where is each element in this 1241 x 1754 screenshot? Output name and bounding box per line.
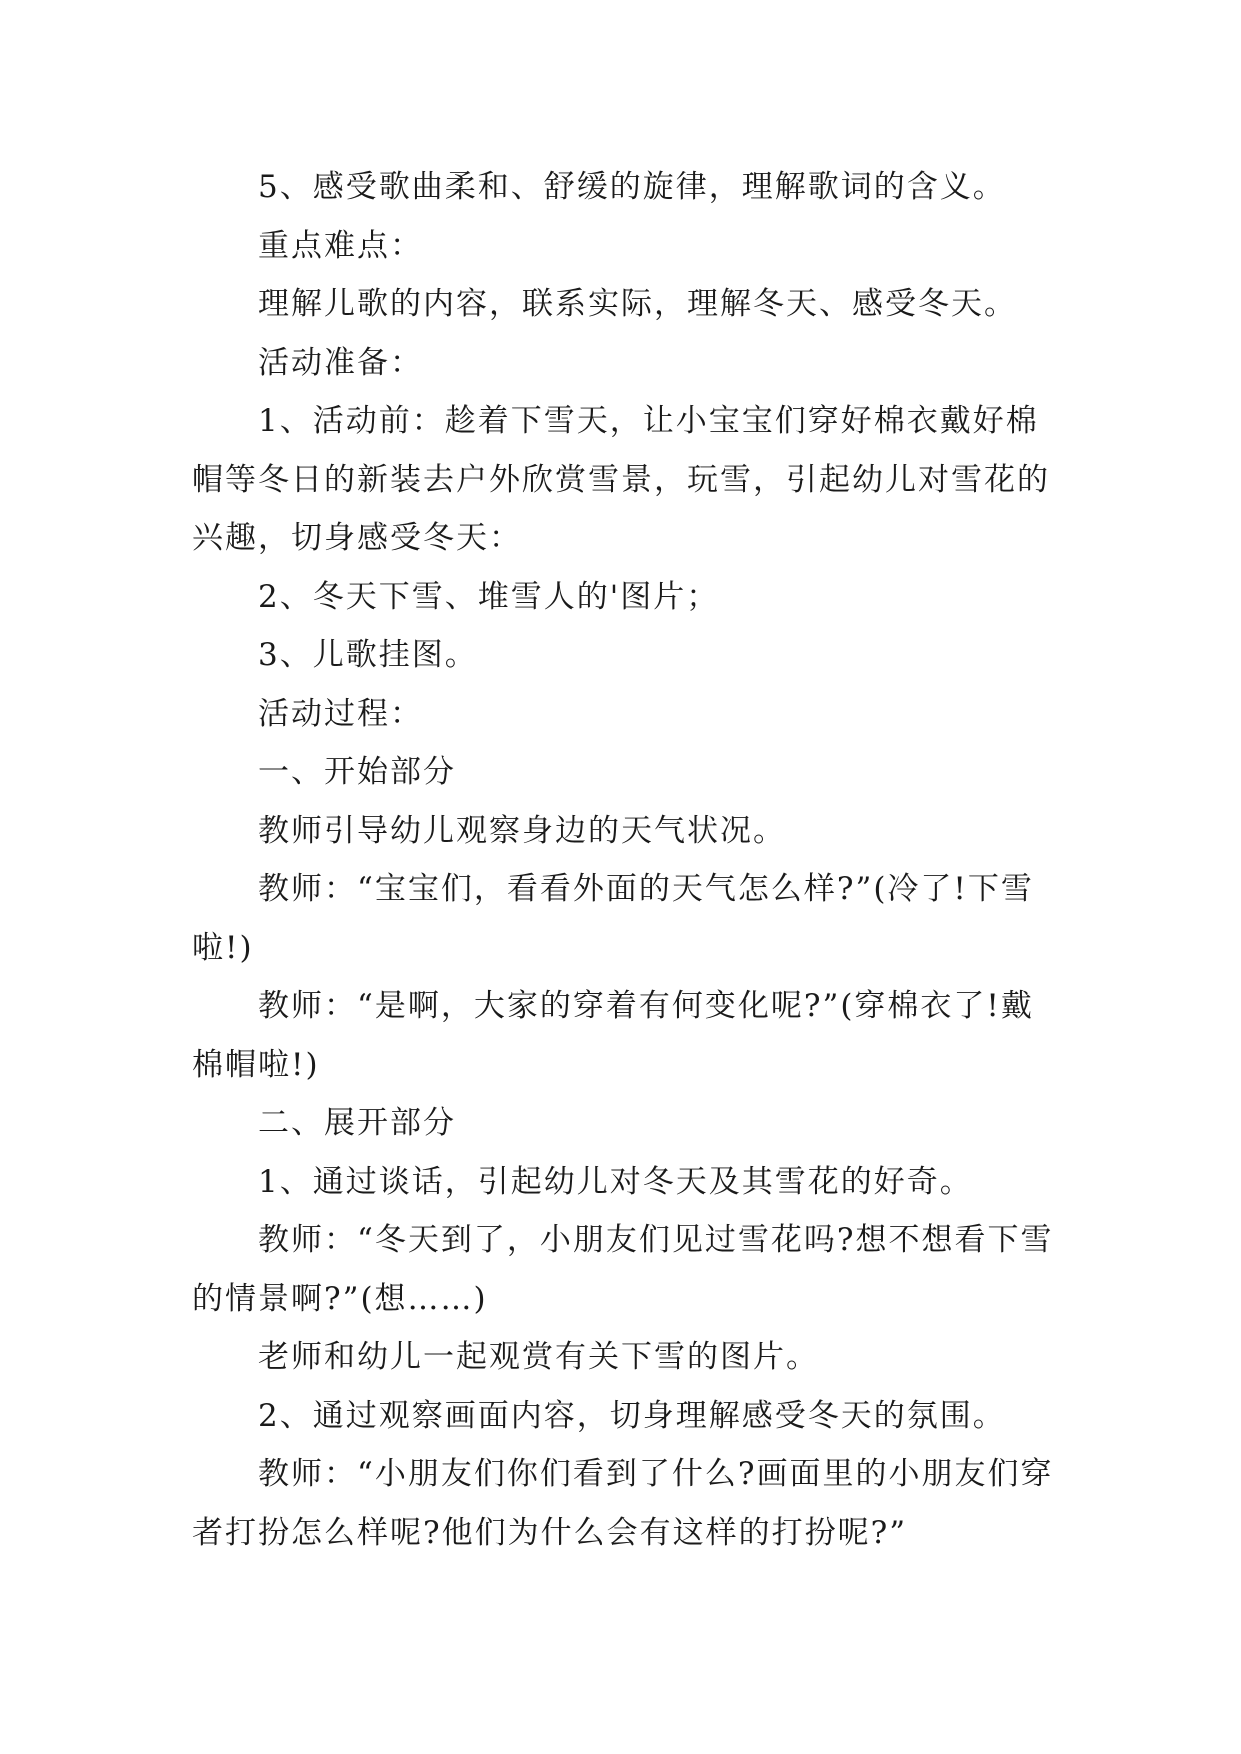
paragraph-objective-5 (192, 158, 1052, 217)
heading-preparation (192, 334, 1052, 393)
text-line: 帽等冬日的新装去户外欣赏雪景，玩雪，引起幼儿对雪花的 (192, 461, 1050, 498)
paragraph-part-one-intro (192, 802, 1052, 861)
text-line: 教师：“小朋友们你们看到了什么?画面里的小朋友们穿 (258, 1456, 1054, 1492)
text-line: 重点难点： (258, 227, 423, 264)
text-line: 的情景啊?”(想……) (192, 1280, 488, 1317)
text-line: 教师：“宝宝们，看看外面的天气怎么样?”(冷了!下雪 (258, 871, 1034, 907)
paragraph-part-two-step-2 (192, 1387, 1052, 1446)
text-line: 教师：“冬天到了，小朋友们见过雪花吗?想不想看下雪 (258, 1222, 1054, 1258)
heading-part-two (192, 1094, 1052, 1153)
text-line: 一、开始部分 (258, 754, 456, 790)
heading-part-one (192, 743, 1052, 802)
heading-key-difficulties (192, 217, 1052, 276)
paragraph-preparation-1 (192, 392, 1052, 568)
heading-activity-process (192, 685, 1052, 744)
text-line: 棉帽啦!) (192, 1046, 320, 1083)
text-line: 二、展开部分 (258, 1105, 456, 1141)
text-line: 啦!) (192, 929, 254, 966)
text-line: 老师和幼儿一起观赏有关下雪的图片。 (258, 1339, 819, 1375)
paragraph-teacher-dialogue-1 (192, 860, 1052, 977)
text-line: 兴趣，切身感受冬天： (192, 520, 522, 556)
paragraph-part-two-step-1 (192, 1153, 1052, 1212)
paragraph-preparation-2 (192, 568, 1052, 627)
text-line: 5、感受歌曲柔和、舒缓的旋律，理解歌词的含义。 (258, 169, 1006, 205)
document-body (192, 158, 1052, 1562)
text-line: 1、活动前：趁着下雪天，让小宝宝们穿好棉衣戴好棉 (258, 403, 1039, 439)
text-line: 活动准备： (258, 344, 423, 381)
text-line: 理解儿歌的内容，联系实际，理解冬天、感受冬天。 (258, 286, 1017, 322)
text-line: 2、通过观察画面内容，切身理解感受冬天的氛围。 (258, 1397, 1006, 1434)
text-line: 3、儿歌挂图。 (258, 637, 478, 673)
text-line: 者打扮怎么样呢?他们为什么会有这样的打扮呢?” (192, 1514, 908, 1551)
text-line: 活动过程： (258, 695, 423, 732)
paragraph-teacher-dialogue-4 (192, 1445, 1052, 1562)
paragraph-teacher-dialogue-2 (192, 977, 1052, 1094)
paragraph-key-difficulties (192, 275, 1052, 334)
text-line: 教师：“是啊，大家的穿着有何变化呢?”(穿棉衣了!戴 (258, 988, 1034, 1024)
paragraph-view-pictures (192, 1328, 1052, 1387)
text-line: 2、冬天下雪、堆雪人的'图片； (258, 578, 720, 615)
paragraph-preparation-3 (192, 626, 1052, 685)
paragraph-teacher-dialogue-3 (192, 1211, 1052, 1328)
text-line: 教师引导幼儿观察身边的天气状况。 (258, 812, 786, 849)
text-line: 1、通过谈话，引起幼儿对冬天及其雪花的好奇。 (258, 1163, 973, 1200)
